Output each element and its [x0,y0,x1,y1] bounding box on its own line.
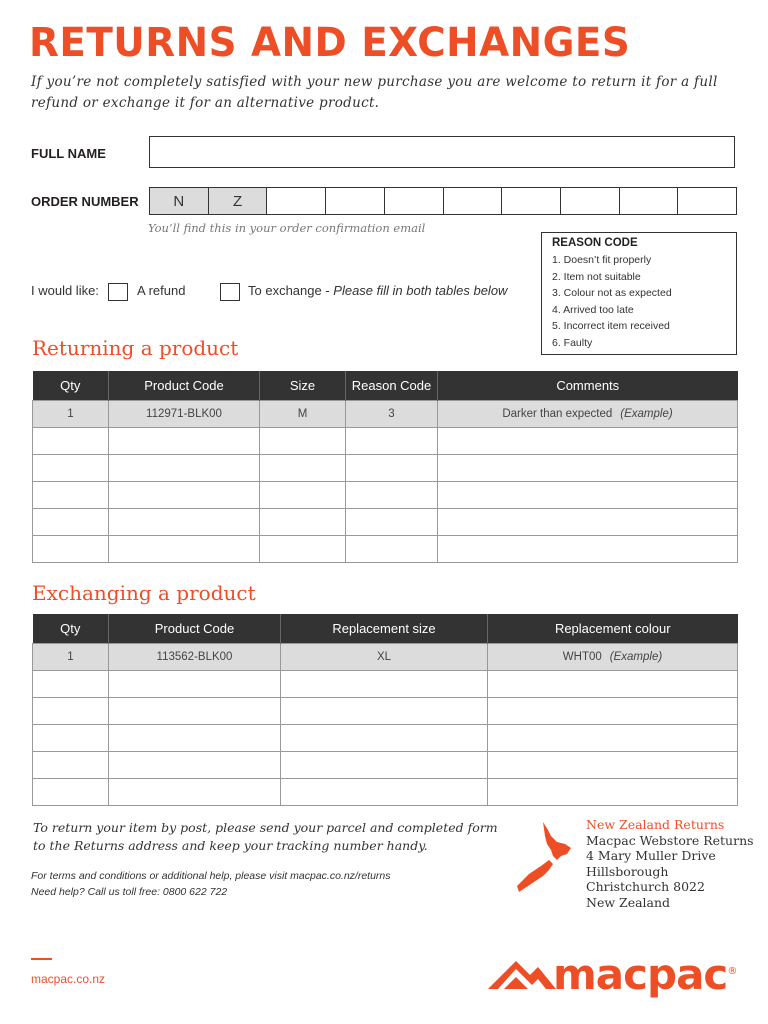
table-cell[interactable] [438,536,738,563]
intro-text: If you’re not completely satisfied with your new purchase you are welcome to return it for a full refund or exchange it for an alternative product. [31,74,718,111]
column-header: Replacement size [281,614,488,644]
table-cell[interactable] [109,752,281,779]
table-cell: 112971-BLK00 [109,401,260,428]
table-row[interactable] [33,455,738,482]
column-header: Qty [33,371,109,401]
column-header: Qty [33,614,109,644]
reason-code-item: 1. Doesn’t fit properly [552,254,652,266]
table-cell[interactable] [33,455,109,482]
table-cell[interactable] [109,698,281,725]
column-header: Reason Code [346,371,438,401]
post-instructions [33,819,498,855]
table-cell[interactable] [33,698,109,725]
example-comment: Darker than expected [502,408,613,420]
table-cell: XL [281,644,488,671]
refund-label: A refund [137,283,186,298]
table-cell[interactable] [281,698,488,725]
table-cell[interactable] [33,509,109,536]
table-cell[interactable] [33,428,109,455]
order-digit-cell[interactable] [385,188,444,214]
table-cell[interactable] [109,779,281,806]
table-cell[interactable] [438,428,738,455]
example-row [33,401,738,428]
divider [31,958,52,960]
would-like-label: I would like: [31,283,99,298]
table-cell[interactable] [109,428,260,455]
registered-mark: ® [727,966,737,977]
table-cell[interactable] [33,482,109,509]
example-row [33,644,738,671]
table-cell[interactable] [260,509,346,536]
column-header: Replacement colour [488,614,738,644]
order-digit-cell[interactable] [561,188,620,214]
table-cell[interactable] [346,509,438,536]
full-name-label: FULL NAME [31,146,106,161]
table-cell[interactable] [260,536,346,563]
exchange-label-text: To exchange - [248,283,334,298]
table-cell: M [260,401,346,428]
exchange-note: Please fill in both tables below [333,283,508,298]
table-cell[interactable] [346,482,438,509]
column-header: Product Code [109,371,260,401]
table-cell: 113562-BLK00 [109,644,281,671]
exchanging-heading: Exchanging a product [32,581,256,605]
address-heading: New Zealand Returns [586,817,725,832]
table-cell[interactable] [438,482,738,509]
table-cell[interactable] [488,671,738,698]
example-tag: (Example) [609,651,663,663]
exchanging-table [32,614,738,806]
table-cell[interactable] [346,455,438,482]
table-cell: 1 [33,401,109,428]
table-row[interactable] [33,725,738,752]
table-cell[interactable] [488,779,738,806]
column-header: Size [260,371,346,401]
table-header-row [33,614,738,644]
table-row[interactable] [33,671,738,698]
table-cell[interactable] [488,725,738,752]
table-row[interactable] [33,698,738,725]
table-cell[interactable] [346,536,438,563]
returns-address [586,817,754,910]
address-line: Christchurch 8022 [586,879,705,894]
table-cell[interactable] [488,752,738,779]
reason-code-item: 4. Arrived too late [552,303,634,316]
table-cell [488,644,738,671]
table-cell[interactable] [281,725,488,752]
table-cell[interactable] [281,752,488,779]
order-number-field[interactable] [149,187,737,215]
reason-code-title: REASON CODE [552,237,638,249]
address-line: New Zealand [586,894,671,910]
column-header: Comments [438,371,738,401]
terms-text [31,868,391,900]
table-row[interactable] [33,428,738,455]
order-digit-cell[interactable] [326,188,385,214]
exchange-checkbox[interactable] [220,283,240,301]
table-cell [438,401,738,428]
table-cell[interactable] [109,455,260,482]
table-cell[interactable] [438,509,738,536]
returning-table [32,371,738,563]
table-row[interactable] [33,779,738,806]
table-cell[interactable] [33,752,109,779]
order-number-label: ORDER NUMBER [31,194,139,209]
table-cell[interactable] [260,428,346,455]
table-cell: 1 [33,644,109,671]
column-header: Product Code [109,614,281,644]
website-link[interactable]: macpac.co.nz [31,972,106,986]
macpac-logo [553,950,736,999]
example-tag: (Example) [620,408,673,420]
post-line: To return your item by post, please send your parcel and completed form [33,820,498,835]
table-cell[interactable] [33,671,109,698]
table-cell[interactable] [109,482,260,509]
table-cell[interactable] [346,428,438,455]
reason-code-item: 3. Colour not as expected [552,287,672,299]
order-digit-cell[interactable] [502,188,561,214]
address-line: Hillsborough [586,863,669,879]
table-cell[interactable] [109,725,281,752]
reason-code-box [541,232,737,355]
full-name-field[interactable] [149,136,735,168]
new-zealand-map-icon [515,820,577,894]
table-cell: 3 [346,401,438,428]
table-cell[interactable] [109,671,281,698]
table-cell[interactable] [33,725,109,752]
table-cell[interactable] [281,671,488,698]
table-cell[interactable] [33,779,109,806]
order-digit-cell[interactable] [620,188,679,214]
table-header-row [33,371,738,401]
reason-code-item: 5. Incorrect item received [552,320,670,332]
table-cell[interactable] [260,482,346,509]
table-cell[interactable] [260,455,346,482]
reason-code-item: 2. Item not suitable [552,270,641,283]
order-digit-cell[interactable] [678,188,736,214]
table-cell[interactable] [109,536,260,563]
order-digit-cell[interactable] [444,188,503,214]
terms-line: Need help? Call us toll free: 0800 622 722 [31,886,228,898]
refund-checkbox[interactable] [108,283,128,301]
page-title: RETURNS AND EXCHANGES [29,20,631,66]
table-cell[interactable] [33,536,109,563]
table-cell[interactable] [281,779,488,806]
table-row[interactable] [33,752,738,779]
table-row[interactable] [33,482,738,509]
order-prefix-cell: N [150,188,209,214]
returning-heading: Returning a product [32,336,239,360]
table-cell[interactable] [109,509,260,536]
table-cell[interactable] [488,698,738,725]
address-line: 4 Mary Muller Drive [586,848,716,863]
table-row[interactable] [33,536,738,563]
reason-code-item: 6. Faulty [552,336,593,349]
macpac-mountain-logo-icon [486,955,558,991]
post-line: to the Returns address and keep your tracking number handy. [33,838,428,853]
address-line: Macpac Webstore Returns [586,832,754,848]
exchange-label [248,283,507,298]
terms-line: For terms and conditions or additional help, please visit macpac.co.nz/returns [31,870,391,882]
logo-text: macpac [553,950,728,999]
order-number-hint: You’ll find this in your order confirmation email [148,221,426,235]
example-colour: WHT00 [562,651,602,663]
order-digit-cell[interactable] [267,188,326,214]
table-row[interactable] [33,509,738,536]
order-prefix-cell: Z [209,188,268,214]
table-cell[interactable] [438,455,738,482]
